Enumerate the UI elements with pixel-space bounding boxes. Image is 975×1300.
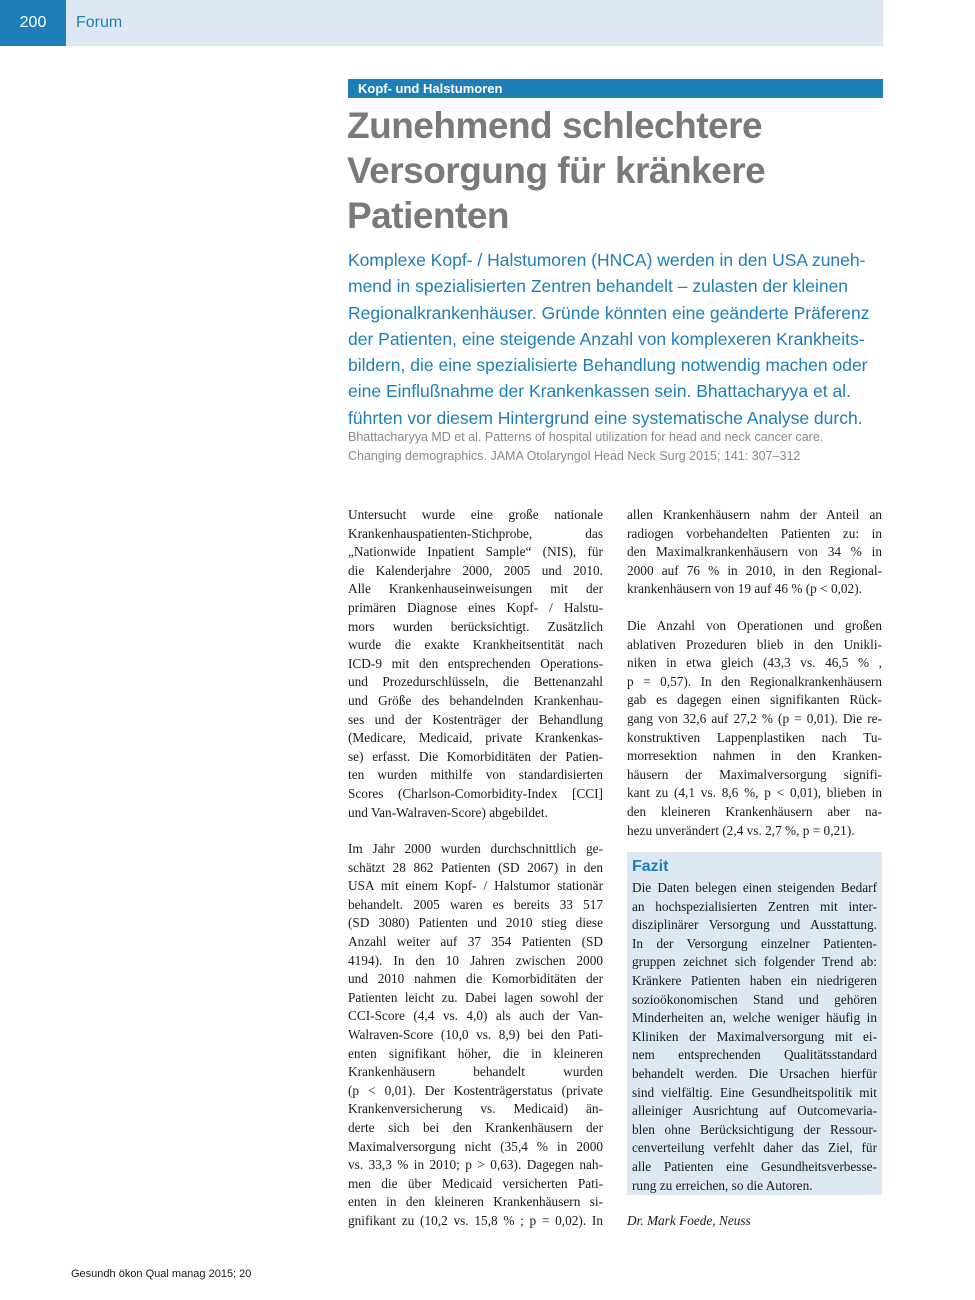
article-title: Zunehmend schlechtere Versorgung für kränkere Patienten (347, 105, 766, 236)
text-line: cenverteilung verfehlt daher das Ziel, für (632, 1140, 877, 1156)
text-line: den Maximalkrankenhäusern von 34 % in (627, 544, 882, 560)
lead-line: Regionalkrankenhäuser. Gründe könnten eine geänderte Präferenz (348, 302, 870, 323)
text-line: vs. 33,3 % in 2010; p > 0,63). Dagegen nah- (348, 1157, 603, 1173)
text-line: Krankenhauspatienten-Stichprobe, das (348, 525, 603, 541)
text-line: Untersucht wurde eine große nationale (348, 507, 603, 522)
text-line: gang von 32,6 auf 27,2 % (p = 0,01). Die re- (627, 710, 882, 726)
text-line: und Van-Walraven-Score) abgebildet. (348, 804, 548, 820)
text-line: allen Krankenhäusern nahm der Anteil an (627, 507, 882, 522)
lead-line: führten vor diesem Hintergrund eine systematische Analyse durch. (348, 407, 863, 428)
fazit-box (627, 852, 882, 1195)
text-line: (SD 3080) Patienten und 2010 stieg diese (348, 915, 603, 931)
text-line: USA mit einem Kopf- / Halstumor stationär (348, 878, 603, 894)
header-bar (0, 0, 883, 46)
text-line: den kleineren Krankenhäusern aber na- (627, 803, 882, 819)
text-line: Kränkere Patienten haben ein niedrigeren (632, 972, 877, 988)
fazit-title: Fazit (632, 858, 669, 875)
lead-paragraph (348, 247, 893, 431)
text-line: (p < 0,01). Der Kostenträgerstatus (private (348, 1082, 603, 1098)
text-line: häusern der Maximalversorgung signifi- (627, 766, 882, 782)
text-line: ten wurden mithilfe von standardisierten (348, 767, 603, 783)
text-line: Alle Krankenhauseinweisungen mit der (348, 581, 603, 597)
text-line: men die über Medicaid versicherten Pati- (348, 1175, 603, 1191)
reference-line: Changing demographics. JAMA Otolaryngol Head Neck Surg 2015; 141: 307–312 (348, 449, 801, 463)
text-line: primären Diagnose eines Kopf- / Halstu- (348, 599, 603, 615)
text-line: enten in den kleineren Krankenhäusern si- (348, 1194, 603, 1210)
left-column (348, 506, 603, 1231)
text-line: Krankenversicherung vs. Medicaid) än- (348, 1101, 603, 1117)
text-line: p = 0,57). In den Regionalkrankenhäusern (627, 673, 882, 689)
text-line: ses und der Kostenträger der Behandlung (348, 711, 603, 727)
text-line: rung zu erreichen, so die Autoren. (632, 1177, 813, 1193)
text-line: derte sich bei den Krankenhäusern der (348, 1120, 603, 1135)
text-line: sozioökonomischen Stand und gehören (632, 991, 877, 1007)
text-line: morresektion nahmen in den Kranken- (627, 748, 882, 764)
text-line: und Prozedurschlüsseln, die Bettenanzahl (348, 674, 603, 690)
text-line: Krankenhäusern behandelt wurden (348, 1064, 603, 1080)
text-line: enten signifikant höher, die in kleineren (348, 1045, 603, 1061)
lead-line: mend in spezialisierten Zentren behandelt – zulasten der kleinen (348, 276, 849, 297)
lead-line: eine Einflußnahme der Krankenkassen sein. Bhattacharyya et al. (348, 381, 851, 402)
body-paragraph (627, 506, 882, 599)
category-label: Kopf- und Halstumoren (348, 79, 883, 98)
text-line: gab es dagegen einen signifikanten Rück- (627, 692, 882, 708)
body-paragraph (348, 506, 603, 822)
text-line: ablativen Prozeduren blieb in den Unikli- (627, 636, 882, 652)
text-line: behandelt. 2005 waren es bereits 33 517 (348, 896, 603, 912)
body-paragraph (348, 840, 603, 1230)
text-line: blen ohne Berücksichtigung der Ressour- (632, 1121, 877, 1137)
text-line: Patienten leicht zu. Dabei lagen sowohl der (348, 989, 603, 1005)
text-line: „Nationwide Inpatient Sample“ (NIS), für (348, 544, 603, 560)
text-line: niken in etwa gleich (43,3 vs. 46,5 % , (627, 655, 882, 671)
body-paragraph (627, 617, 882, 840)
text-line: alleiniger Ausrichtung auf Outcomevaria- (632, 1103, 877, 1119)
text-line: alle Patienten eine Gesundheitsverbesse- (632, 1158, 877, 1174)
author-signature: Dr. Mark Foede, Neuss (627, 1213, 751, 1228)
text-line: Minderheiten an, welche weniger häufig in (632, 1010, 877, 1026)
text-line: hezu unverändert (2,4 vs. 2,7 %, p = 0,21). (627, 822, 855, 838)
text-line: CCI-Score (4,4 vs. 4,0) als auch der Van- (348, 1008, 603, 1024)
reference-citation (348, 428, 888, 466)
text-line: die Kalenderjahre 2000, 2005 und 2010. (348, 562, 603, 578)
text-line: Scores (Charlson-Comorbidity-Index [CCI] (348, 785, 603, 801)
text-line: 4194). In den 10 Jahren zwischen 2000 (348, 952, 603, 968)
text-line: Maximalversorgung nicht (35,4 % in 2000 (348, 1138, 603, 1154)
lead-line: bildern, die eine spezialisierte Behandlung notwendig machen oder (348, 355, 868, 376)
text-line: disziplinärer Versorgung und Ausstattung. (632, 917, 877, 933)
text-line: In der Versorgung einzelner Patienten- (632, 935, 877, 951)
text-line: und 2010 nahmen die Komorbiditäten der (348, 971, 603, 987)
text-line: behandelt werden. Die Ursachen hierfür (632, 1065, 877, 1081)
fazit-body (632, 879, 877, 1195)
text-line: ICD-9 mit den entsprechenden Operations- (348, 655, 603, 671)
text-line: Kliniken der Maximalversorgung mit ei- (632, 1028, 877, 1044)
text-line: konstruktiven Lappenplastiken nach Tu- (627, 729, 882, 745)
text-line: schätzt 28 862 Patienten (SD 2067) in den (348, 859, 603, 875)
text-line: radiogen vorbehandelten Patienten zu: in (627, 525, 882, 541)
footer-citation: Gesundh ökon Qual manag 2015; 20 (71, 1268, 252, 1280)
text-line: gnifikant zu (10,2 vs. 15,8 % ; p = 0,02). In (348, 1212, 603, 1228)
text-line: Die Daten belegen einen steigenden Bedarf (632, 880, 877, 895)
text-line: 2000 auf 76 % in 2010, in den Regional- (627, 562, 882, 578)
text-line: Die Anzahl von Operationen und großen (627, 617, 882, 633)
reference-line: Bhattacharyya MD et al. Patterns of hospital utilization for head and neck cancer care. (348, 430, 824, 444)
text-line: mors wurden berücksichtigt. Zusätzlich (348, 618, 603, 634)
text-line: kant zu (4,1 vs. 8,6 %, p < 0,01), blieben in (627, 785, 882, 801)
text-line: sind vielfältig. Eine Gesundheitspolitik mit (632, 1084, 877, 1100)
text-line: wurde die exakte Krankheitsentität nach (348, 637, 603, 653)
text-line: und Größe des behandelnden Krankenhau- (348, 692, 603, 708)
text-line: Anzahl weiter auf 37 354 Patienten (SD (348, 934, 603, 950)
text-line: Walraven-Score (10,0 vs. 8,9) bei den Pati- (348, 1027, 603, 1043)
text-line: krankenhäusern von 19 auf 46 % (p < 0,02). (627, 581, 862, 597)
text-line: gruppen zeichnet sich folgender Trend ab: (632, 954, 877, 970)
text-line: an hochspezialisierten Zentren mit inter- (632, 898, 877, 914)
text-line: se) erfasst. Die Komorbiditäten der Patien- (348, 748, 603, 764)
text-line: nem entsprechenden Qualitätsstandard (632, 1047, 877, 1063)
right-column (627, 506, 882, 840)
lead-line: der Patienten, eine steigende Anzahl von komplexeren Krankheits- (348, 328, 865, 349)
text-line: Im Jahr 2000 wurden durchschnittlich ge- (348, 841, 603, 857)
section-name: Forum (76, 14, 123, 31)
text-line: (Medicare, Medicaid, private Krankenkas- (348, 730, 603, 746)
lead-line: Komplexe Kopf- / Halstumoren (HNCA) werden in den USA zuneh- (348, 250, 866, 270)
page-number: 200 (0, 0, 66, 46)
